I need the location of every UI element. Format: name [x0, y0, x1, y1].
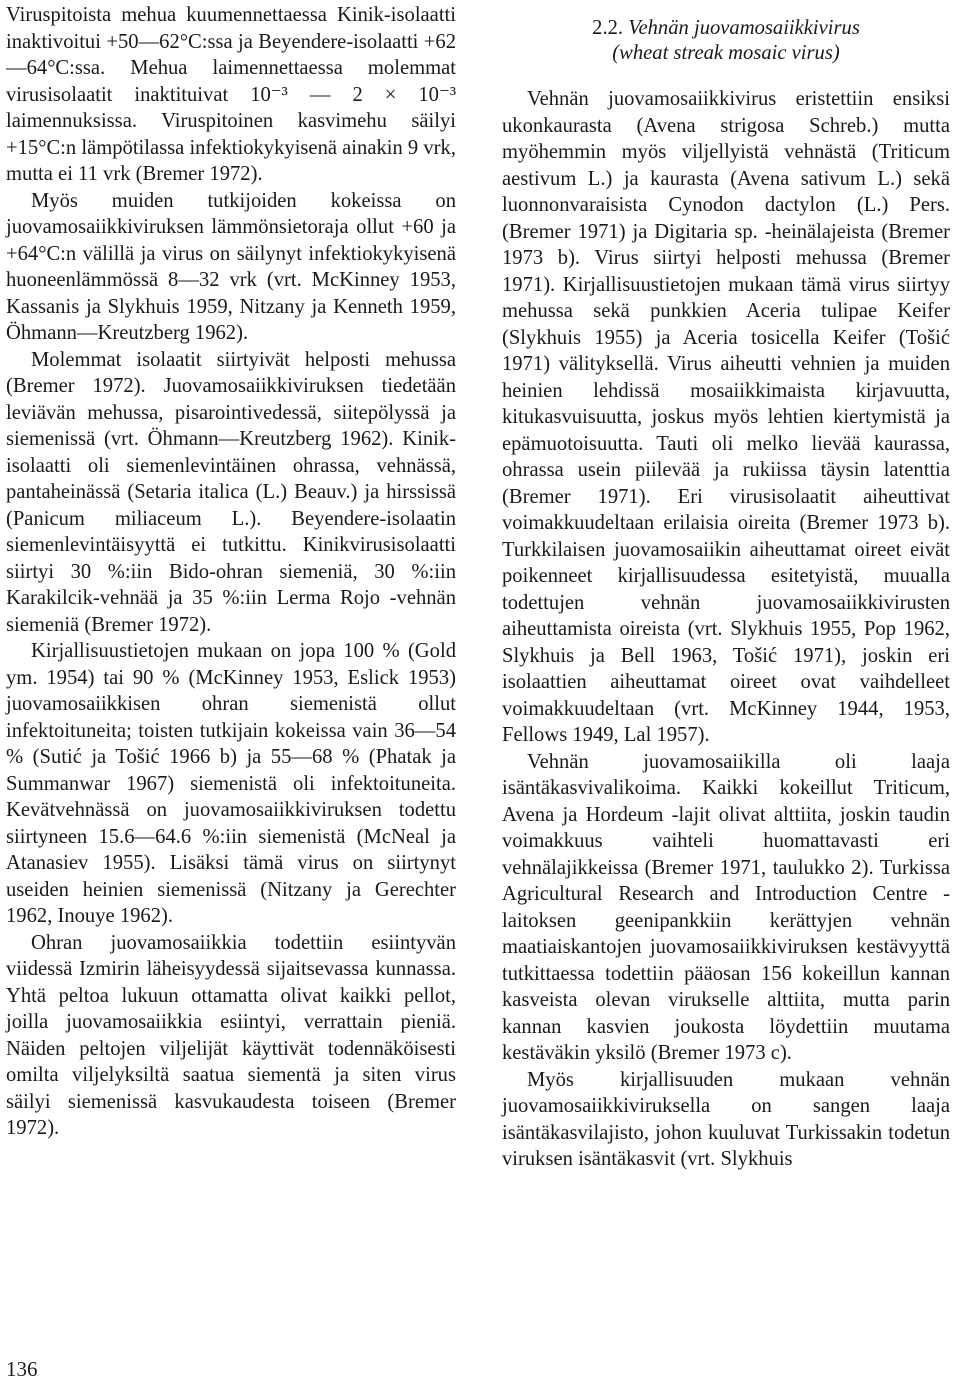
section-subtitle: (wheat streak mosaic virus) [612, 42, 840, 64]
right-column [502, 16, 950, 1173]
left-paragraph-4: Kirjallisuustietojen mukaan on jopa 100 % (Gold ym. 1954) tai 90 % (McKinney 1953, Eslick 1953) juovamosaiikkisen ohran siemenistä ollut infektoituneita; toisten tutkijain kokeissa vain 36—54 % (Sutić ja Tošić 1966 b) ja 55—68 % (Phatak ja Summanwar 1967) siemenistä oli infektoituneita. Kevätvehnässä on juovamosaiikkiviruksen todettu siirtyneen 15.6—64.6 %:iin siemenistä (McNeal ja Atanasiev 1955). Lisäksi tämä virus on siirtynyt useiden heinien siemenissä (Nitzany ja Gerechter 1962, Inouye 1962). [6, 640, 456, 927]
page-number: 136 [6, 1357, 38, 1381]
left-paragraph-5: Ohran juovamosaiikkia todettiin esiintyvän viidessä Izmirin läheisyydessä sijaitsevassa kunnassa. Yhtä peltoa lukuun ottamatta olivat kaikki pellot, joilla juovamosaiikkia esiintyi, verrattain pieniä. Näiden peltojen viljelijät käyttivät todennäköisesti omilta viljelyksiltä saatua siementä ja siten virus säilyi siemenissä kasvukaudesta toiseen (Bremer 1972). [6, 931, 456, 1139]
left-paragraph-3: Molemmat isolaatit siirtyivät helposti mehussa (Bremer 1972). Juovamosaiikkiviruksen tiedetään leviävän mehussa, pisarointivedessä, siitepölyssä ja siemenissä (vrt. Öhmann—Kreutzberg 1962). Kinik-isolaatti oli siemenlevintäinen ohrassa, vehnässä, pantaheinässä (Setaria italica (L.) Beauv.) ja hirssissä (Panicum miliaceum L.). Beyendere-isolaatin siemenlevintäisyyttä ei tutkittu. Kinikvirusisolaatti siirtyi 30 %:iin Bido-ohran siemeniä, 30 %:iin Karakilcik-vehnää ja 35 %:iin Lerma Rojo -vehnän siemeniä (Bremer 1972). [6, 348, 456, 636]
left-column [6, 2, 456, 1142]
right-paragraph-1: Vehnän juovamosaiikkivirus eristettiin ensiksi ukonkaurasta (Avena strigosa Schreb.) mutta myöhemmin myös viljellyistä vehnästä (Triticum aestivum L.) ja kaurasta (Avena sativum L.) sekä luonnonvaraisista Cynodon dactylon (L.) Pers. (Bremer 1971) ja Digitaria sp. -heinälajeista (Bremer 1973 b). Virus siirtyi helposti mehussa (Bremer 1971). Kirjallisuustietojen mukaan tämä virus siirtyy mehussa sekä punkkien Aceria tulipae Keifer (Slykhuis 1955) ja Aceria tosicella Keifer (Tošić 1971) välityksellä. Virus aiheutti vehnien ja muiden heinien lehdissä mosaiikkimaista kirjavuutta, kitukasvuisuutta, joskus myös lehtien kiertymistä ja epämuotoisuutta. Tauti oli melko lievää kaurassa, ohrassa usein piilevää ja rukiissa täysin latenttia (Bremer 1971). Eri virusisolaatit aiheuttivat voimakkuudeltaan erilaisia oireita (Bremer 1973 b). Turkkilaisen juovamosaiikin aiheuttamat oireet eivät poikenneet kirjallisuudessa esitetyistä, muualla todettujen vehnän juovamosaiikkivirusten aiheuttamista oireista (vrt. Slykhuis 1955, Pop 1962, Slykhuis ja Bell 1963, Tošić 1971), joskin eri isolaattien aiheuttamat oireet ovat vaihdelleet voimakkuudeltaan (vrt. McKinney 1944, 1953, Fellows 1949, Lal 1957). [502, 88, 950, 746]
left-paragraph-2: Myös muiden tutkijoiden kokeissa on juovamosaiikkiviruksen lämmönsietoraja ollut +60 ja +64°C:n välillä ja virus on säilynyt infektiokykyisenä huoneenlämmössä 8—32 vrk (vrt. McKinney 1953, Kassanis ja Slykhuis 1959, Nitzany ja Kenneth 1959, Öhmann—Kreutzberg 1962). [6, 189, 456, 344]
section-heading [502, 16, 950, 66]
right-paragraph-2: Vehnän juovamosaiikilla oli laaja isäntäkasvivalikoima. Kaikki kokeillut Triticum, Avena ja Hordeum -lajit olivat alttiita, joskin taudin voimakkuus vaihteli huomattavasti eri vehnälajikkeissa (Bremer 1971, taulukko 2). Turkissa Agricultural Research and Introduction Centre -laitoksen geenipankkiin kerättyjen vehnän maatiaiskantojen juovamosaiikkiviruksen kestävyyttä tutkittaessa todettiin pääosan 156 kokeillun kannan kasveista olevan virukselle alttiita, mutta parin kannan kasvien joukosta löydettiin muutama kestäväkin yksilö (Bremer 1973 c). [502, 750, 950, 1064]
left-paragraph-1: Viruspitoista mehua kuumennettaessa Kinik-isolaatti inaktivoitui +50—62°C:ssa ja Beyendere-isolaatti +62—64°C:ssa. Mehua laimennettaessa molemmat virusisolaatit inaktituivat 10⁻³ — 2 × 10⁻³ laimennuksissa. Viruspitoinen kasvimehu säilyi +15°C:n lämpötilassa infektiokykyisenä ainakin 9 vrk, mutta ei 11 vrk (Bremer 1972). [6, 4, 456, 185]
right-paragraph-3: Myös kirjallisuuden mukaan vehnän juovamosaiikkiviruksella on sangen laaja isäntäkasvilajisto, johon kuuluvat Turkissakin todetun viruksen isäntäkasvit (vrt. Slykhuis [502, 1068, 950, 1170]
section-title: Vehnän juovamosaiikkivirus [628, 17, 860, 39]
section-number: 2.2. [592, 17, 624, 39]
